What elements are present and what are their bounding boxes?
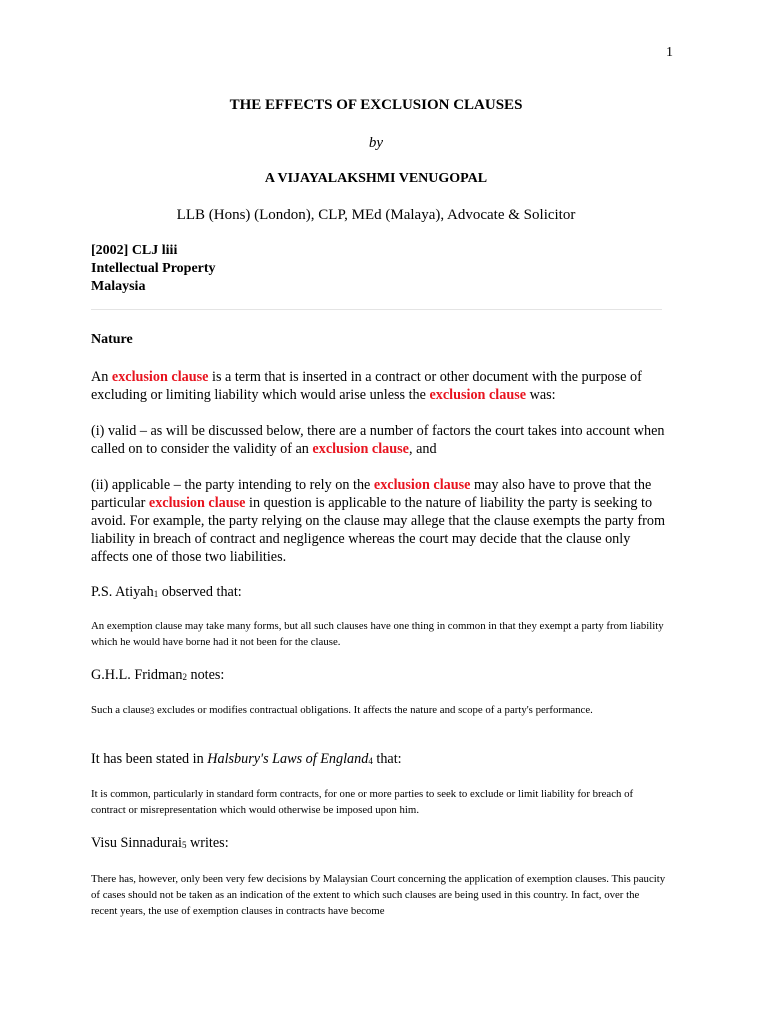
book-title: Halsbury's Laws of England	[207, 751, 369, 767]
atiyah-intro: P.S. Atiyah$_1$ observed that:	[91, 584, 242, 600]
sinnadurai-quote: There has, however, only been very few decisions by Malaysian Court concerning the application of exemption clauses. This paucity of cases should not be taken as an indication of the extent to which such clauses are being used in this country. In fact, over the recent years, the use of exemption clauses in contracts have become	[91, 873, 666, 917]
atiyah-quote: An exemption clause may take many forms, but all such clauses have one thing in common in that they exempt a party from liability which he would have borne had it not been for the clause.	[91, 620, 664, 648]
citation-block	[91, 242, 216, 296]
footnote-marker: 1	[153, 589, 159, 599]
highlighted-term: exclusion clause	[429, 387, 527, 403]
halsbury-intro: It has been stated in Halsbury's Laws of England$_4$ that:	[91, 751, 402, 767]
page-number: 1	[666, 45, 673, 60]
citation-reference: [2002] CLJ liii	[91, 243, 178, 258]
footnote-marker: 3	[149, 706, 155, 716]
highlighted-term: exclusion clause	[312, 441, 409, 457]
highlighted-term: exclusion clause	[373, 477, 471, 493]
fridman-intro: G.H.L. Fridman$_2$ notes:	[91, 667, 225, 683]
fridman-quote: Such a clause$_3$ excludes or modifies contractual obligations. It affects the nature and scope of a party's performance.	[91, 704, 593, 716]
author-credentials: LLB (Hons) (London), CLP, MEd (Malaya), Advocate & Solicitor	[176, 207, 576, 223]
footnote-marker: 2	[182, 672, 187, 682]
citation-subject: Intellectual Property	[91, 261, 216, 276]
paragraph-valid: (i) valid – as will be discussed below, there are a number of factors the court takes into account when called on to consider the validity of an exclusion clause, and	[91, 423, 665, 457]
section-heading: Nature	[91, 332, 133, 347]
footnote-marker: 5	[181, 840, 187, 850]
document-title: THE EFFECTS OF EXCLUSION CLAUSES	[229, 97, 523, 113]
divider	[91, 309, 662, 310]
footnote-marker: 4	[368, 756, 373, 766]
byline: by	[368, 135, 384, 151]
highlighted-term: exclusion clause	[111, 369, 209, 385]
sinnadurai-intro: Visu Sinnadurai$_5$ writes:	[91, 835, 229, 851]
highlighted-term: exclusion clause	[148, 495, 246, 511]
paragraph-definition: An exclusion clause is a term that is inserted in a contract or other document with the purpose of excluding or limiting liability which would arise unless the exclusion clause was:	[91, 369, 642, 403]
author-name: A VIJAYALAKSHMI VENUGOPAL	[264, 171, 488, 186]
halsbury-quote: It is common, particularly in standard form contracts, for one or more parties to seek to exclude or limit liability for breach of contract or misrepresentation which would otherwise be imposed upon him.	[91, 788, 634, 816]
citation-country: Malaysia	[91, 279, 146, 294]
paragraph-applicable: (ii) applicable – the party intending to rely on the exclusion clause may also have to prove that the particular exclusion clause in question is applicable to the nature of liability the party is seeking to avoid. For example, the party relying on the clause may allege that the clause exempts the party from liability in breach of contract and negligence whereas the court may decide that the clause only affects one of those two liabilities.	[91, 477, 666, 565]
